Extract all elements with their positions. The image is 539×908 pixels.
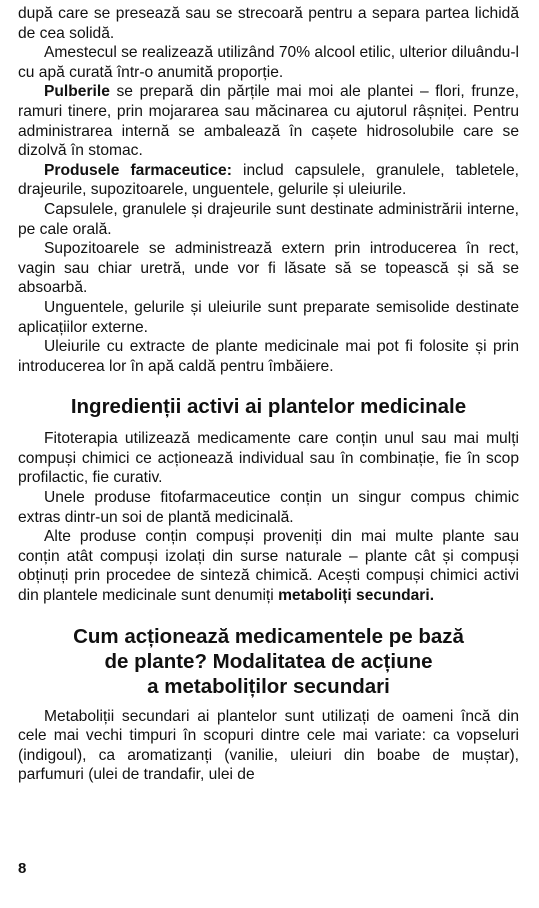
paragraph-suppositories: Supozitoarele se administrează extern prin introducerea în rect, vagin sau chiar uretră, unde vor fi lăsate să se topească și să se absoarbă. — [18, 240, 519, 297]
paragraph-powders — [18, 82, 519, 160]
paragraph-continuation: după care se presează sau se strecoară pentru a separa partea lichidă de cea solidă. — [18, 5, 519, 42]
paragraph-oils: Uleiurile cu extracte de plante medicinale mai pot fi folosite și prin introducerea lor în apă caldă pentru îmbăiere. — [18, 338, 519, 375]
paragraph-multiple-compounds-text: Alte produse conțin compuși proveniți din mai multe plante sau conțin atât compuși izolați din surse naturale – plante cât și compuși obținuți prin procedee de sinteză chimică. Acești compuși chimici activi din plantele medicinale sunt denumiți — [18, 528, 519, 605]
term-secondary-metabolites: metaboliți secundari. — [278, 587, 435, 605]
paragraph-phytotherapy: Fitoterapia utilizează medicamente care conțin unul sau mai mulți compuși chimici ce acționează individual sau în combinație, fie în scop profilactic, fie curativ. — [18, 430, 519, 487]
page-number: 8 — [18, 860, 27, 877]
paragraph-capsules: Capsulele, granulele și drajeurile sunt destinate administrării interne, pe cale orală. — [18, 200, 519, 238]
section-heading-line: a metaboliților secundari — [147, 674, 390, 698]
section-heading-line: Cum acționează medicamentele pe bază — [73, 624, 464, 648]
paragraph-metabolites-uses: Metaboliții secundari ai plantelor sunt utilizați de oameni încă din cele mai vechi timpuri în scopuri dintre cele mai variate: ca vopseluri (indigoul), ca aromatizanți (vanilie, uleiuri din boabe de muștar), parfumuri (ulei de trandafir, ulei de — [18, 707, 519, 784]
section-heading-active-ingredients: Ingredienții activi ai plantelor medicinale — [70, 395, 467, 419]
paragraph-multiple-compounds — [18, 527, 519, 605]
paragraph-alcohol: Amestecul se realizează utilizând 70% alcool etilic, ulterior diluându-l cu apă curată într-o anumită proporție. — [18, 44, 519, 81]
section-heading-line: de plante? Modalitatea de acțiune — [104, 649, 433, 673]
paragraph-powders-text: se prepară din părțile mai moi ale plantei – flori, frunze, ramuri tinere, prin mojararea sau măcinarea cu ajutorul râșniței. Pentru administrarea internă se ambalează în cașete hidrosolubile care se dizolvă în stomac. — [18, 83, 519, 160]
paragraph-single-compound: Unele produse fitofarmaceutice conțin un singur compus chimic extras dintr-un soi de plantă medicinală. — [18, 489, 519, 526]
paragraph-ointments: Unguentele, gelurile și uleiurile sunt preparate semisolide destinate aplicațiilor externe. — [18, 298, 519, 336]
paragraph-pharma-products-text: includ capsulele, granulele, tabletele, drajeurile, supozitoarele, unguentele, gelurile și uleiurile. — [18, 161, 519, 199]
term-pharma-products: Produsele farmaceutice: — [44, 161, 232, 179]
paragraph-pharma-products — [18, 161, 519, 200]
section-heading-mechanism — [18, 624, 519, 699]
term-powders: Pulberile — [44, 83, 110, 101]
